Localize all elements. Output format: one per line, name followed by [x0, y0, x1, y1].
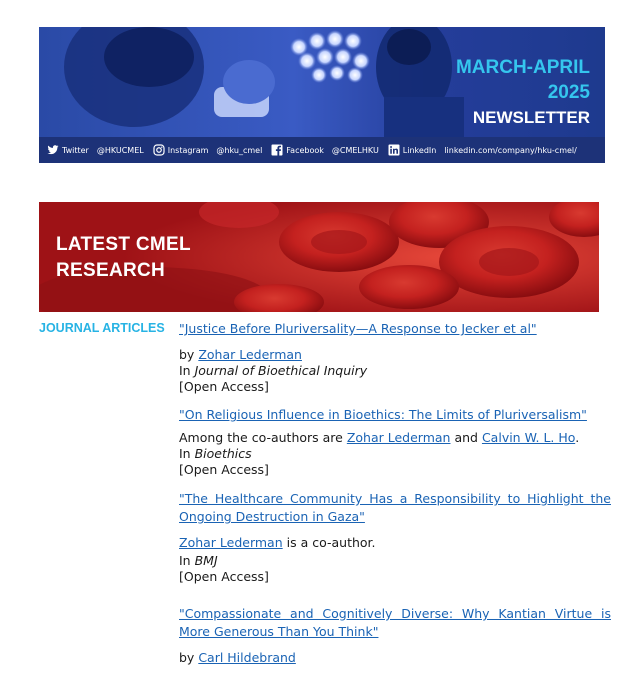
social-twitter[interactable]	[47, 144, 144, 156]
article-title-link[interactable]: "Compassionate and Cognitively Diverse: Why Kantian Virtue is More Generous Than You Think"	[179, 606, 611, 639]
facebook-icon	[271, 144, 283, 156]
in-text: In	[179, 553, 195, 568]
article-item	[179, 407, 611, 478]
linkedin-label: LinkedIn	[402, 145, 437, 155]
research-title-line2: RESEARCH	[56, 260, 166, 281]
in-text: In	[179, 446, 195, 461]
by-text: by	[179, 650, 199, 665]
article-meta	[179, 347, 611, 395]
social-linkedin[interactable]	[388, 144, 577, 156]
open-access-label: [Open Access]	[179, 569, 269, 584]
article-title-link[interactable]: "On Religious Influence in Bioethics: The Limits of Pluriversalism"	[179, 407, 587, 422]
article-meta	[179, 430, 611, 478]
social-media-bar	[39, 137, 605, 163]
research-banner-title	[56, 232, 191, 284]
author-link[interactable]: Zohar Lederman	[198, 347, 302, 362]
article-title-link[interactable]: "Justice Before Pluriversality—A Response to Jecker et al"	[179, 321, 537, 336]
social-facebook[interactable]	[271, 144, 379, 156]
twitter-handle: @HKUCMEL	[96, 145, 144, 155]
article-item	[179, 321, 611, 395]
journal-name: Bioethics	[194, 446, 252, 461]
social-instagram[interactable]	[153, 144, 263, 156]
journal-name: BMJ	[194, 553, 218, 568]
newsletter-header-banner	[39, 27, 605, 163]
twitter-icon	[47, 144, 59, 156]
article-meta	[179, 650, 611, 666]
instagram-label: Instagram	[167, 145, 209, 155]
research-title-line1: LATEST CMEL	[56, 234, 191, 255]
journal-name: Journal of Bioethical Inquiry	[194, 363, 368, 378]
newsletter-title-month: MARCH-APRIL	[455, 57, 590, 78]
instagram-handle: @hku_cmel	[216, 145, 263, 155]
newsletter-title-label: NEWSLETTER	[472, 108, 590, 127]
facebook-label: Facebook	[286, 145, 324, 155]
article-item	[179, 605, 611, 666]
by-text: by	[179, 347, 199, 362]
journal-articles-label: JOURNAL ARTICLES	[39, 321, 165, 335]
linkedin-icon	[388, 144, 400, 156]
coauthor-text: Among the co-authors are	[179, 430, 347, 445]
article-title-link[interactable]: "The Healthcare Community Has a Responsibility to Highlight the Ongoing Destruction in Gaza"	[179, 491, 611, 524]
twitter-label: Twitter	[62, 145, 89, 155]
linkedin-handle: linkedin.com/company/hku-cmel/	[444, 145, 577, 155]
newsletter-title	[456, 55, 590, 130]
article-item	[179, 490, 611, 585]
period-text: .	[575, 430, 580, 445]
author-link[interactable]: Carl Hildebrand	[198, 650, 296, 665]
in-text: In	[179, 363, 195, 378]
article-meta	[179, 535, 611, 585]
latest-research-banner	[39, 202, 599, 312]
facebook-handle: @CMELHKU	[331, 145, 379, 155]
and-text: and	[450, 430, 482, 445]
author-link[interactable]: Zohar Lederman	[346, 430, 451, 445]
open-access-label: [Open Access]	[179, 379, 269, 394]
articles-list	[179, 321, 611, 678]
newsletter-title-year: 2025	[547, 82, 590, 103]
author-link[interactable]: Calvin W. L. Ho	[481, 430, 576, 445]
instagram-icon	[153, 144, 165, 156]
coauthor-suffix: is a co-author.	[282, 535, 376, 550]
open-access-label: [Open Access]	[179, 462, 269, 477]
author-link[interactable]: Zohar Lederman	[179, 535, 283, 550]
